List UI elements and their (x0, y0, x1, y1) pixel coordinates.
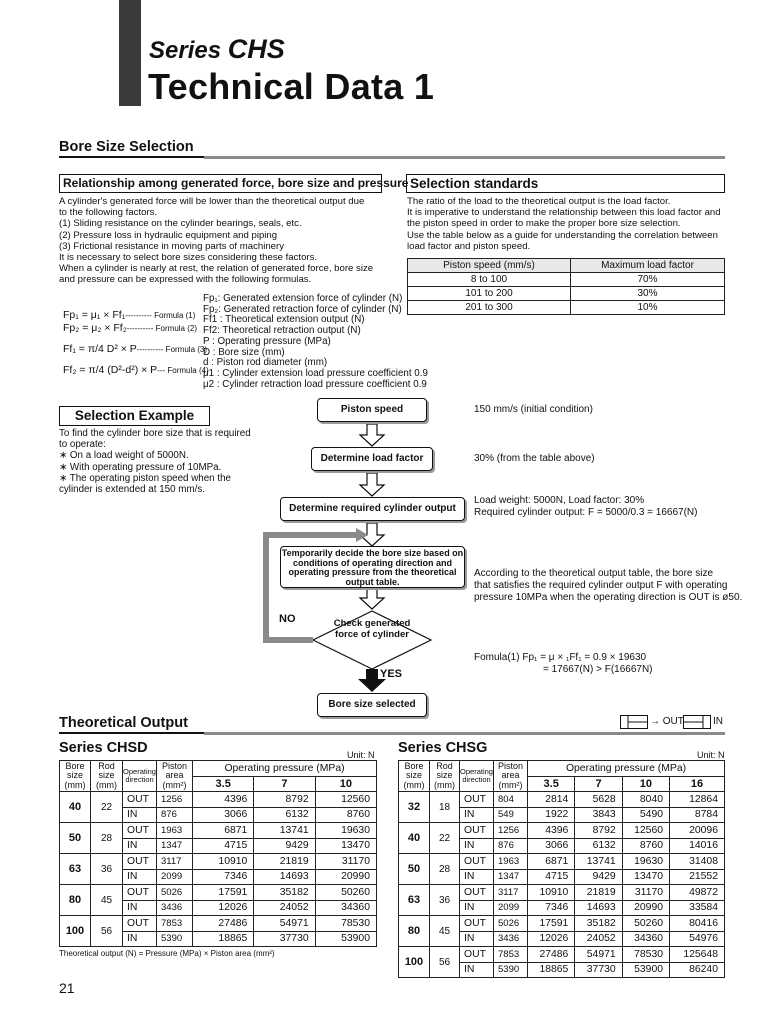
formula-2: Fp₂ = μ₂ × Ff₂---------- Formula (2) (63, 322, 197, 334)
output-cell: 20990 (622, 900, 669, 916)
col-rod: Rod size (mm) (91, 761, 123, 792)
output-cell: 31170 (622, 885, 669, 901)
direction-cell: OUT (123, 792, 157, 808)
bore-size-cell: 40 (399, 823, 430, 854)
table-cell: 30% (571, 287, 725, 301)
output-cell: 8040 (622, 792, 669, 808)
table-cell: 101 to 200 (408, 287, 571, 301)
output-cell: 21552 (670, 869, 725, 885)
flow-step-bore-decision: Temporarily decide the bore size based on conditions of operating direction and operating pressure from the theoretical output table. (281, 548, 464, 587)
rod-size-cell: 56 (430, 947, 460, 978)
direction-cell: IN (123, 931, 157, 947)
arrow-down-icon (360, 473, 384, 496)
rod-size-cell: 56 (91, 916, 123, 947)
direction-cell: OUT (123, 823, 157, 839)
output-cell: 6871 (528, 854, 575, 870)
output-cell: 50260 (315, 885, 376, 901)
selection-standards-text: The ratio of the load to the theoretical output is the load factor. It is imperative to understand the relationship between this load factor and the piston speed in order to make the proper bore size selection. Use the table below as a guide for understanding the correlation between load factor and piston speed. (407, 196, 721, 252)
table-row (60, 792, 377, 808)
table-row (60, 854, 377, 870)
output-cell: 12560 (315, 792, 376, 808)
table-header: Piston speed (mm/s) (408, 259, 571, 273)
output-cell: 35182 (575, 916, 622, 932)
output-cell: 78530 (315, 916, 376, 932)
out-symbol-icon (620, 715, 648, 729)
output-cell: 13741 (575, 854, 622, 870)
rod-size-cell: 18 (430, 792, 460, 823)
output-cell: 31408 (670, 854, 725, 870)
direction-cell: OUT (460, 823, 494, 839)
output-cell: 34360 (315, 900, 376, 916)
flow-step-bore-selected: Bore size selected (317, 693, 427, 717)
piston-area-cell: 3117 (157, 854, 193, 870)
output-cell: 7346 (528, 900, 575, 916)
rod-size-cell: 22 (91, 792, 123, 823)
bore-size-cell: 63 (60, 854, 91, 885)
section-rule (204, 732, 725, 735)
output-cell: 13470 (315, 838, 376, 854)
pressure-header: 7 (575, 776, 622, 792)
flow-step-load-factor: Determine load factor (311, 447, 433, 471)
output-cell: 21819 (254, 854, 315, 870)
output-cell: 8792 (254, 792, 315, 808)
col-area: Piston area (mm²) (157, 761, 193, 792)
output-cell: 24052 (254, 900, 315, 916)
output-cell: 3843 (575, 807, 622, 823)
flow-no-label: NO (279, 613, 296, 625)
piston-area-cell: 1963 (157, 823, 193, 839)
output-cell: 4715 (528, 869, 575, 885)
output-cell: 53900 (622, 962, 669, 978)
output-cell: 34360 (622, 931, 669, 947)
output-cell: 19630 (622, 854, 669, 870)
output-cell: 27486 (528, 947, 575, 963)
direction-cell: IN (460, 807, 494, 823)
note-load-factor: 30% (from the table above) (474, 453, 595, 464)
piston-area-cell: 1347 (157, 838, 193, 854)
table-row (60, 823, 377, 839)
output-cell: 4396 (528, 823, 575, 839)
relationship-text: A cylinder's generated force will be lower than the theoretical output due to the following factors. (1) Sliding resistance on the cylinder bearings, seals, etc. (2) Pressure loss in hydraulic equipment and piping (3) Frictional resistance in moving parts of machinery It is necessary to select bore sizes considering these factors. When a cylinder is nearly at rest, the relation of generated force, bore size and pressure can be expressed with the following formulas. (59, 196, 374, 286)
output-cell: 54971 (254, 916, 315, 932)
in-symbol-icon (683, 715, 711, 729)
output-cell: 7346 (193, 869, 254, 885)
bore-size-cell: 100 (60, 916, 91, 947)
output-cell: 19630 (315, 823, 376, 839)
header-bar (119, 0, 141, 106)
load-factor-table (407, 258, 725, 315)
col-direction: Operating direction (460, 761, 494, 792)
direction-cell: IN (460, 869, 494, 885)
output-cell: 5628 (575, 792, 622, 808)
table-cell: 201 to 300 (408, 301, 571, 315)
section-underline (59, 732, 204, 734)
formula-3: Ff₁ = π/4 D² × P---------- Formula (3) (63, 343, 208, 355)
direction-cell: OUT (123, 916, 157, 932)
flow-step-required-output: Determine required cylinder output (280, 497, 465, 521)
output-cell: 9429 (254, 838, 315, 854)
piston-area-cell: 5026 (494, 916, 528, 932)
output-cell: 20990 (315, 869, 376, 885)
direction-cell: OUT (460, 792, 494, 808)
output-cell: 4396 (193, 792, 254, 808)
output-cell: 14693 (254, 869, 315, 885)
direction-cell: IN (460, 931, 494, 947)
output-cell: 10910 (193, 854, 254, 870)
output-cell: 86240 (670, 962, 725, 978)
col-pressure: Operating pressure (MPa) (193, 761, 377, 777)
arrow-down-icon (360, 587, 384, 609)
output-cell: 20096 (670, 823, 725, 839)
output-cell: 6132 (254, 807, 315, 823)
piston-area-cell: 2099 (494, 900, 528, 916)
table-row (399, 792, 725, 808)
piston-area-cell: 3117 (494, 885, 528, 901)
note-speed: 150 mm/s (initial condition) (474, 404, 593, 415)
section-rule (204, 156, 725, 159)
output-cell: 6871 (193, 823, 254, 839)
piston-area-cell: 7853 (494, 947, 528, 963)
rod-size-cell: 45 (91, 885, 123, 916)
output-cell: 10910 (528, 885, 575, 901)
output-cell: 21819 (575, 885, 622, 901)
output-cell: 35182 (254, 885, 315, 901)
page-number: 21 (59, 980, 75, 996)
output-cell: 3066 (193, 807, 254, 823)
bore-size-cell: 50 (399, 854, 430, 885)
rod-size-cell: 22 (430, 823, 460, 854)
bore-size-cell: 80 (399, 916, 430, 947)
table-row (399, 947, 725, 963)
chsd-table (59, 760, 377, 947)
output-cell: 12026 (528, 931, 575, 947)
theoretical-output-heading: Theoretical Output (59, 715, 188, 731)
output-cell: 12864 (670, 792, 725, 808)
output-cell: 49872 (670, 885, 725, 901)
table-header: Maximum load factor (571, 259, 725, 273)
selection-example-heading: Selection Example (59, 406, 210, 426)
rod-size-cell: 28 (430, 854, 460, 885)
pressure-header: 16 (670, 776, 725, 792)
bore-size-cell: 63 (399, 885, 430, 916)
output-cell: 17591 (193, 885, 254, 901)
output-cell: 4715 (193, 838, 254, 854)
col-rod: Rod size (mm) (430, 761, 460, 792)
output-cell: 17591 (528, 916, 575, 932)
direction-cell: IN (123, 869, 157, 885)
selection-example-text: To find the cylinder bore size that is required to operate: ∗ On a load weight of 5000N. ∗ With operating pressure of 10MPa. ∗ The operating piston speed when the cylinder is extended at 150 mm/s. (59, 428, 251, 496)
footnote: Theoretical output (N) = Pressure (MPa) × Piston area (mm²) (59, 949, 275, 958)
direction-cell: IN (123, 838, 157, 854)
output-cell: 33584 (670, 900, 725, 916)
note-bore: According to the theoretical output table, the bore size that satisfies the required cylinder output F with operating pressure 10MPa when the operating direction is OUT is ø50. (474, 568, 743, 603)
piston-area-cell: 5390 (157, 931, 193, 947)
chsd-unit: Unit: N (347, 750, 375, 760)
note-output: Load weight: 5000N, Load factor: 30% Required cylinder output: F = 5000/0.3 = 16667(N) (474, 495, 698, 518)
table-cell: 10% (571, 301, 725, 315)
table-cell: 70% (571, 273, 725, 287)
output-cell: 24052 (575, 931, 622, 947)
flow-yes-label: YES (380, 668, 403, 680)
table-row (60, 885, 377, 901)
piston-area-cell: 5390 (494, 962, 528, 978)
series-label: Series CHS (149, 34, 285, 64)
output-cell: 54971 (575, 947, 622, 963)
output-cell: 14693 (575, 900, 622, 916)
direction-cell: OUT (460, 947, 494, 963)
legend-in: IN (713, 716, 723, 727)
direction-cell: IN (460, 838, 494, 854)
piston-area-cell: 1256 (157, 792, 193, 808)
formula-1: Fp₁ = μ₁ × Ff₁---------- Formula (1) (63, 309, 196, 321)
piston-area-cell: 1256 (494, 823, 528, 839)
chsd-body (60, 792, 377, 947)
col-area: Piston area (mm²) (494, 761, 528, 792)
direction-cell: IN (123, 900, 157, 916)
bore-size-cell: 100 (399, 947, 430, 978)
col-bore: Bore size (mm) (60, 761, 91, 792)
piston-area-cell: 7853 (157, 916, 193, 932)
rod-size-cell: 36 (91, 854, 123, 885)
direction-cell: IN (460, 900, 494, 916)
formula-4: Ff₂ = π/4 (D²-d²) × P--- Formula (4) (63, 364, 209, 376)
direction-cell: OUT (460, 854, 494, 870)
chsg-body (399, 792, 725, 978)
output-cell: 27486 (193, 916, 254, 932)
output-cell: 3066 (528, 838, 575, 854)
pressure-header: 10 (622, 776, 669, 792)
note-check-1: Fomula(1) Fp₁ = μ × ₁Ff₁ = 0.9 × 19630 (474, 652, 647, 663)
table-cell: 8 to 100 (408, 273, 571, 287)
piston-area-cell: 2099 (157, 869, 193, 885)
col-bore: Bore size (mm) (399, 761, 430, 792)
output-cell: 37730 (575, 962, 622, 978)
bore-size-cell: 32 (399, 792, 430, 823)
chsg-unit: Unit: N (697, 750, 725, 760)
piston-area-cell: 1963 (494, 854, 528, 870)
table-row (399, 823, 725, 839)
arrow-down-icon (360, 424, 384, 446)
output-cell: 14016 (670, 838, 725, 854)
direction-cell: OUT (460, 916, 494, 932)
output-cell: 12560 (622, 823, 669, 839)
direction-cell: IN (460, 962, 494, 978)
legend-out: → OUT (650, 716, 684, 727)
output-cell: 9429 (575, 869, 622, 885)
piston-area-cell: 804 (494, 792, 528, 808)
table-row (399, 885, 725, 901)
direction-cell: OUT (460, 885, 494, 901)
page-title: Technical Data 1 (148, 66, 435, 107)
output-cell: 54976 (670, 931, 725, 947)
bore-size-cell: 40 (60, 792, 91, 823)
output-cell: 18865 (193, 931, 254, 947)
direction-cell: OUT (123, 885, 157, 901)
rod-size-cell: 36 (430, 885, 460, 916)
output-cell: 53900 (315, 931, 376, 947)
direction-cell: IN (123, 807, 157, 823)
output-cell: 2814 (528, 792, 575, 808)
chsd-title: Series CHSD (59, 740, 148, 756)
bore-size-heading: Bore Size Selection (59, 139, 194, 155)
note-check-2: = 17667(N) > F(16667N) (543, 664, 653, 675)
rod-size-cell: 28 (91, 823, 123, 854)
output-cell: 13741 (254, 823, 315, 839)
output-cell: 8760 (622, 838, 669, 854)
bore-size-cell: 80 (60, 885, 91, 916)
pressure-header: 7 (254, 776, 315, 792)
pressure-header: 10 (315, 776, 376, 792)
flow-step-piston-speed: Piston speed (317, 398, 427, 422)
piston-area-cell: 549 (494, 807, 528, 823)
flow-check-label: Check generated force of cylinder (333, 618, 411, 640)
table-row (60, 916, 377, 932)
relationship-heading: Relationship among generated force, bore size and pressure (59, 174, 382, 193)
output-cell: 80416 (670, 916, 725, 932)
table-row (399, 854, 725, 870)
output-cell: 6132 (575, 838, 622, 854)
chsg-table (398, 760, 725, 978)
formula-legend: Fp₁: Generated extension force of cylinder (N) Fp₂: Generated retraction force of cylinder (N) Ff1 : Theoretical extension output (N) Ff2: Theoretical retraction output (N) P : Operating pressure (MPa) D : Bore size (mm) d : Piston rod diameter (mm) μ1 : Cylinder extension load pressure coefficient 0.9 μ2 : Cylinder retraction load pressure coefficient 0.9 (203, 293, 428, 390)
piston-area-cell: 3436 (157, 900, 193, 916)
output-cell: 8792 (575, 823, 622, 839)
output-cell: 125648 (670, 947, 725, 963)
piston-area-cell: 5026 (157, 885, 193, 901)
output-cell: 50260 (622, 916, 669, 932)
direction-cell: OUT (123, 854, 157, 870)
output-cell: 8784 (670, 807, 725, 823)
output-cell: 13470 (622, 869, 669, 885)
output-cell: 8760 (315, 807, 376, 823)
col-direction: Operating direction (123, 761, 157, 792)
col-pressure: Operating pressure (MPa) (528, 761, 725, 777)
output-cell: 37730 (254, 931, 315, 947)
piston-area-cell: 3436 (494, 931, 528, 947)
output-cell: 5490 (622, 807, 669, 823)
piston-area-cell: 876 (494, 838, 528, 854)
output-cell: 12026 (193, 900, 254, 916)
pressure-header: 3.5 (193, 776, 254, 792)
table-row (399, 916, 725, 932)
bore-size-cell: 50 (60, 823, 91, 854)
output-cell: 78530 (622, 947, 669, 963)
output-cell: 31170 (315, 854, 376, 870)
chsg-title: Series CHSG (398, 740, 488, 756)
piston-area-cell: 1347 (494, 869, 528, 885)
rod-size-cell: 45 (430, 916, 460, 947)
output-cell: 1922 (528, 807, 575, 823)
piston-area-cell: 876 (157, 807, 193, 823)
section-underline (59, 156, 204, 158)
selection-standards-heading: Selection standards (406, 174, 725, 193)
pressure-header: 3.5 (528, 776, 575, 792)
output-cell: 18865 (528, 962, 575, 978)
